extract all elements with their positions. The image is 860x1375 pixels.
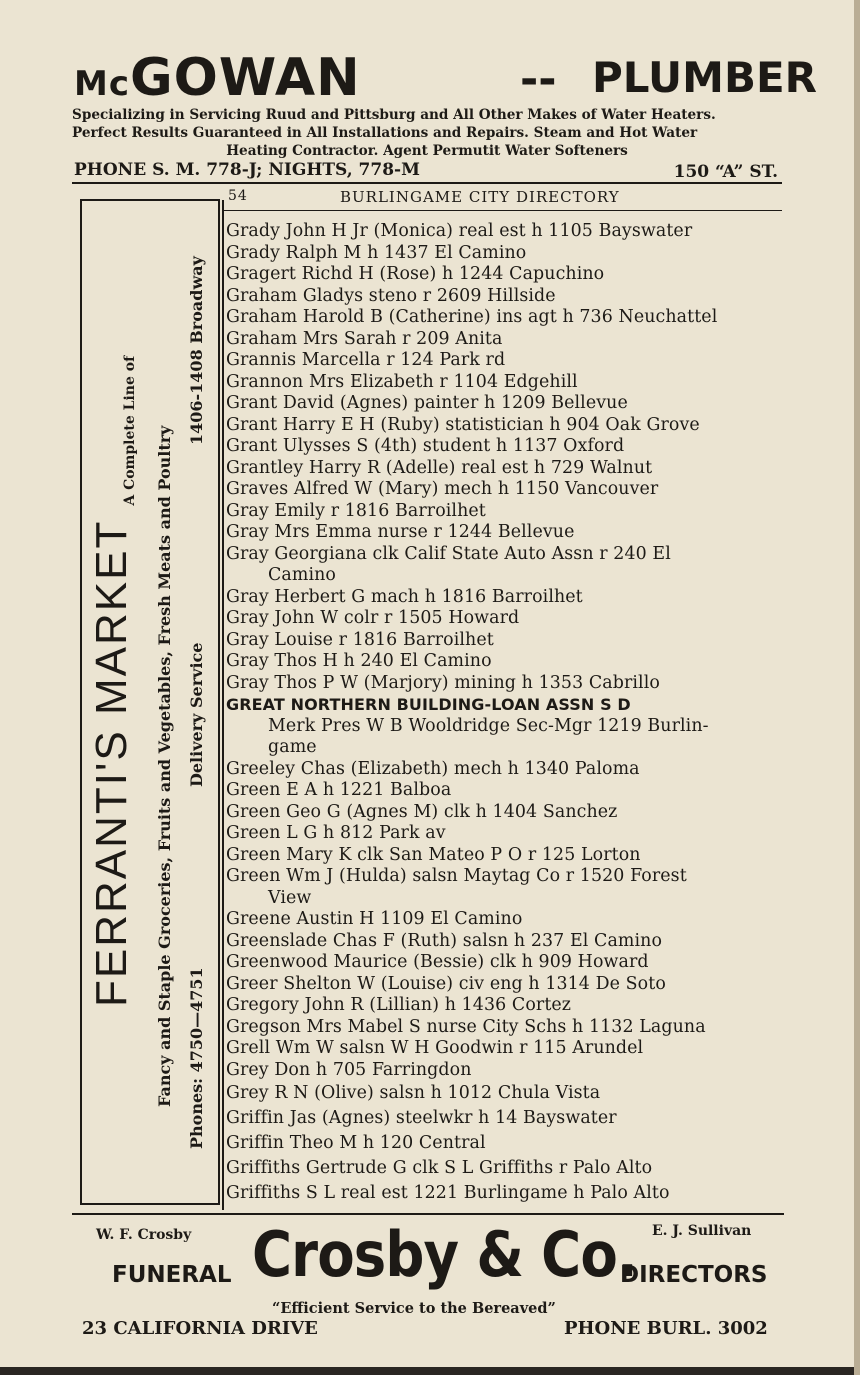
entry-text: Grannis Marcella r 124 Park rd (226, 350, 506, 370)
director-right-name: E. J. Sullivan (652, 1223, 752, 1239)
entry-text: Grady John H Jr (Monica) real est h 1105 Bayswater (226, 221, 693, 241)
directory-entry (226, 823, 786, 845)
directory-entry (226, 264, 786, 286)
page-bottom-edge (0, 1367, 854, 1375)
entry-text: Greenwood Maurice (Bessie) clk h 909 Howard (226, 952, 649, 972)
entry-continuation: View (268, 887, 312, 908)
directory-entry (226, 587, 786, 609)
directory-entry (226, 522, 786, 544)
entry-text: Gregory John R (Lillian) h 1436 Cortez (226, 995, 572, 1015)
title-dashes: -- (520, 54, 557, 105)
entry-text: Green Mary K clk San Mateo P O r 125 Lorton (226, 844, 641, 865)
directory-entry (226, 995, 786, 1017)
entry-text: Greene Austin H 1109 El Camino (226, 909, 523, 929)
directory-entry (226, 307, 786, 329)
entry-text: Graham Gladys steno r 2609 Hillside (226, 285, 556, 306)
directory-listing (226, 221, 786, 1206)
entry-text: Grey Don h 705 Farringdon (226, 1059, 472, 1080)
entry-text: Griffin Theo M h 120 Central (226, 1133, 486, 1153)
ferrantis-market-ad (80, 199, 220, 1205)
directory-entry (226, 780, 786, 802)
directory-entry (226, 694, 786, 759)
mcgowan-plumber-ad (72, 48, 817, 184)
director-left-name: W. F. Crosby (96, 1227, 192, 1243)
ad-phone: PHONE S. M. 778-J; NIGHTS, 778-M (74, 160, 420, 180)
directory-entry (226, 1038, 786, 1060)
market-address: 1406-1408 Broadway (187, 256, 206, 445)
directory-entry (226, 974, 786, 996)
directory-entry (226, 243, 786, 265)
entry-text: Gragert Richd H (Rose) h 1244 Capuchino (226, 264, 605, 284)
ad-contact-row (72, 160, 782, 184)
entry-text: Gray Mrs Emma nurse r 1244 Bellevue (226, 522, 575, 542)
company-phone: PHONE BURL. 3002 (564, 1318, 768, 1339)
entry-text: Gray Herbert G mach h 1816 Barroilhet (226, 586, 583, 607)
side-ad-rotated (85, 207, 215, 1197)
ad-line-1: Specializing in Servicing Ruud and Pittsburg and All Other Makes of Water Heaters. (72, 107, 716, 123)
ad-line-2: Perfect Results Guaranteed in All Installations and Repairs. Steam and Hot Water (72, 125, 698, 141)
directory-entry (226, 802, 786, 824)
side-ad-title-row (87, 207, 137, 1197)
entry-text: Graham Harold B (Catherine) ins agt h 736 Neuchattel (226, 307, 718, 327)
directory-entry (226, 651, 786, 673)
page-number: 54 (228, 188, 248, 204)
brand-name: GOWAN (130, 48, 361, 108)
directory-entry (226, 544, 786, 587)
ad-line-3: Heating Contractor. Agent Permutit Water Softeners (226, 143, 628, 159)
entry-text: Gray Thos P W (Marjory) mining h 1353 Cabrillo (226, 672, 660, 693)
entry-text: Green Wm J (Hulda) salsn Maytag Co r 1520 Forest (226, 866, 687, 886)
directory-entry (226, 1081, 786, 1106)
entry-text: Grantley Harry R (Adelle) real est h 729 Walnut (226, 457, 653, 478)
entry-text: Green Geo G (Agnes M) clk h 1404 Sanchez (226, 801, 618, 822)
company-name: Crosby & Co. (252, 1218, 637, 1291)
directory-entry (226, 1106, 786, 1131)
directory-entry (226, 673, 786, 695)
directory-entry (226, 931, 786, 953)
market-tagline: A Complete Line of (122, 355, 138, 506)
market-delivery: Delivery Service (187, 642, 206, 787)
entry-text: Green L G h 812 Park av (226, 823, 446, 843)
directory-entry (226, 221, 786, 243)
entry-text: Grannon Mrs Elizabeth r 1104 Edgehill (226, 371, 578, 392)
entry-text: Greenslade Chas F (Ruth) salsn h 237 El Camino (226, 930, 663, 951)
directory-entry (226, 1181, 786, 1206)
directory-entry (226, 286, 786, 308)
directory-entry (226, 759, 786, 781)
entry-text: Griffiths Gertrude G clk S L Griffiths r Palo Alto (226, 1158, 653, 1178)
listing-rule (222, 200, 224, 1210)
directory-entry (226, 350, 786, 372)
entry-text: Grell Wm W salsn W H Goodwin r 115 Arundel (226, 1038, 644, 1058)
directory-entry (226, 415, 786, 437)
market-name: FERRANTI'S MARKET (87, 519, 136, 1007)
directory-entry (226, 952, 786, 974)
directory-entry (226, 630, 786, 652)
directory-entry (226, 479, 786, 501)
directory-entry (226, 866, 786, 909)
directory-entry (226, 608, 786, 630)
directors-label: DIRECTORS (620, 1262, 768, 1288)
entry-text: Gray Louise r 1816 Barroilhet (226, 629, 494, 650)
entry-text: Griffiths S L real est 1221 Burlingame h Palo Alto (226, 1183, 670, 1203)
entry-text: Graves Alfred W (Mary) mech h 1150 Vancouver (226, 479, 659, 499)
header-rule (222, 210, 782, 211)
funeral-label: FUNERAL (112, 1262, 232, 1288)
entry-text: Greer Shelton W (Louise) civ eng h 1314 De Soto (226, 973, 666, 994)
directory-entry (226, 1156, 786, 1181)
ad-description (72, 106, 782, 160)
entry-continuation: game (268, 737, 317, 757)
directory-entry (226, 393, 786, 415)
entry-continuation: Camino (268, 565, 336, 585)
running-head: BURLINGAME CITY DIRECTORY (340, 188, 620, 206)
entry-text: Grant Harry E H (Ruby) statistician h 904 Oak Grove (226, 414, 700, 435)
company-address: 23 CALIFORNIA DRIVE (82, 1318, 318, 1339)
entry-continuation: Merk Pres W B Wooldridge Sec-Mgr 1219 Burlin- (268, 715, 709, 736)
ad-title (72, 48, 817, 108)
directory-entry (226, 329, 786, 351)
directory-entry (226, 1131, 786, 1156)
directory-entry (226, 501, 786, 523)
entry-text: Gray Emily r 1816 Barroilhet (226, 500, 486, 521)
entry-text: Green E A h 1221 Balboa (226, 780, 452, 800)
market-goods: Fancy and Staple Groceries, Fruits and Vegetables, Fresh Meats and Poultry (155, 425, 174, 1107)
entry-text: Grey R N (Olive) salsn h 1012 Chula Vista (226, 1083, 601, 1103)
directory-entry (226, 1060, 786, 1082)
entry-text: Gregson Mrs Mabel S nurse City Schs h 1132 Laguna (226, 1016, 706, 1037)
trade-label: PLUMBER (592, 53, 817, 102)
ad-address: 150 “A” ST. (673, 162, 778, 182)
entry-text: Gray John W colr r 1505 Howard (226, 608, 520, 628)
entry-text: Grant Ulysses S (4th) student h 1137 Oxford (226, 436, 625, 456)
directory-entry (226, 458, 786, 480)
entry-text: GREAT NORTHERN BUILDING-LOAN ASSN S D (226, 695, 631, 714)
entry-text: Griffin Jas (Agnes) steelwkr h 14 Bayswater (226, 1108, 617, 1128)
mcgowan-brand (74, 48, 361, 114)
directory-entry (226, 372, 786, 394)
directory-entry (226, 1017, 786, 1039)
directory-entry (226, 845, 786, 867)
entry-text: Gray Georgiana clk Calif State Auto Assn r 240 El (226, 543, 671, 564)
bottom-ad-rule (72, 1213, 784, 1215)
directory-entry (226, 436, 786, 458)
entry-text: Graham Mrs Sarah r 209 Anita (226, 328, 503, 349)
entry-text: Grant David (Agnes) painter h 1209 Bellevue (226, 393, 628, 413)
entry-text: Greeley Chas (Elizabeth) mech h 1340 Paloma (226, 758, 640, 779)
entry-text: Gray Thos H h 240 El Camino (226, 651, 492, 671)
company-slogan: “Efficient Service to the Bereaved” (272, 1300, 556, 1317)
entry-text: Grady Ralph M h 1437 El Camino (226, 242, 527, 263)
directory-entry (226, 909, 786, 931)
brand-prefix: Mc (74, 64, 130, 104)
market-phones: Phones: 4750—4751 (187, 967, 206, 1149)
